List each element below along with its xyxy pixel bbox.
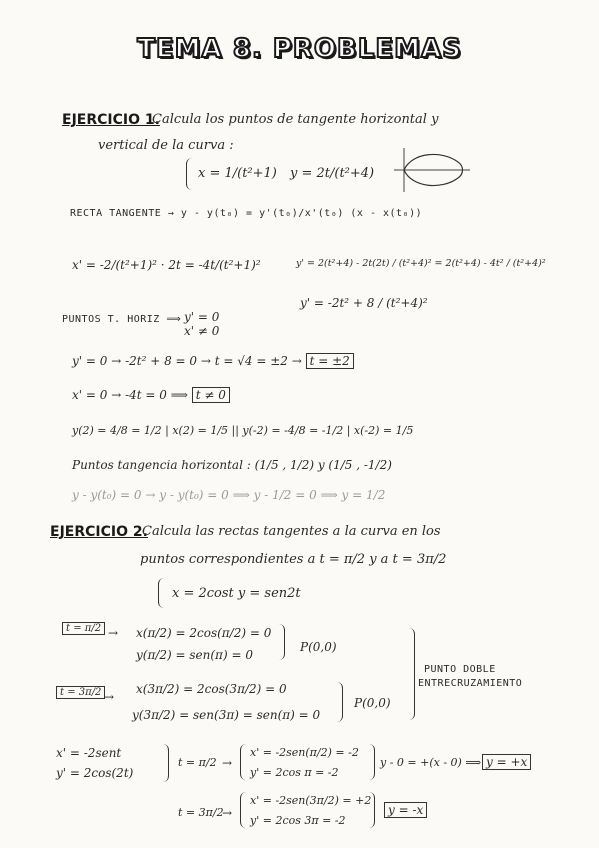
t2-brace: [336, 682, 343, 722]
exercise-2-statement-line-1: Calcula las rectas tangentes a la curva en los: [142, 524, 441, 539]
horizontal-tangent-lines: y - y(t₀) = 0 → y - y(t₀) = 0 ⟹ y - 1/2 = 0 ⟹ y = 1/2: [72, 488, 386, 502]
arrow-1: →: [108, 626, 119, 640]
solve-y-result-box: t = ±2: [306, 353, 354, 369]
param-brace: [158, 578, 167, 608]
case-2-result-box: y = -x: [384, 802, 427, 818]
case-2-arrow: →: [222, 806, 233, 820]
y-derivative-2-ex: y' = 2cos(2t): [56, 766, 134, 780]
horizontal-tangent-points: Puntos tangencia horizontal : (1/5 , 1/2) y (1/5 , -1/2): [72, 458, 392, 472]
arrow-2: →: [104, 690, 115, 704]
t2-y-value: y(3π/2) = sen(3π) = sen(π) = 0: [132, 708, 321, 722]
case-1-line: y - 0 = +(x - 0) ⟹: [380, 756, 482, 769]
case-1-result-box: y = +x: [482, 754, 531, 770]
case-t2-box: t = 3π/2: [56, 686, 105, 699]
y-derivative-2: y' = -2t² + 8 / (t²+4)²: [300, 296, 428, 310]
crossing-label: ENTRECRUZAMIENTO: [418, 678, 523, 689]
t2-x-value: x(3π/2) = 2cos(3π/2) = 0: [136, 682, 287, 696]
evaluated-values: y(2) = 4/8 = 1/2 | x(2) = 1/5 || y(-2) = -4/8 = -1/2 | x(-2) = 1/5: [72, 424, 414, 437]
t1-brace: [278, 624, 285, 660]
case-2-y: y' = 2cos 3π = -2: [250, 814, 346, 827]
solve-x-text: x' = 0 → -4t = 0 ⟹: [72, 388, 188, 402]
exercise-2-statement-line-2: puntos correspondientes a t = π/2 y a t = 3π/2: [140, 552, 447, 567]
t1-y-value: y(π/2) = sen(π) = 0: [136, 648, 253, 662]
t2-point: P(0,0): [354, 696, 391, 710]
parametric-equations: x = 2cost y = sen2t: [172, 586, 301, 601]
case-1-brace-r: [368, 744, 375, 780]
case-1-t: t = π/2: [178, 756, 217, 769]
case-2-brace-l: [240, 792, 247, 828]
horizontal-condition-1: y' = 0: [184, 310, 220, 324]
case-2-x: x' = -2sen(3π/2) = +2: [250, 794, 372, 807]
solve-y-text: y' = 0 → -2t² + 8 = 0 → t = √4 = ±2 →: [72, 354, 302, 368]
curve-x-equation: x = 1/(t²+1): [198, 166, 277, 181]
exercise-2-label: EJERCICIO 2.: [50, 524, 148, 540]
case-1-x: x' = -2sen(π/2) = -2: [250, 746, 359, 759]
system-brace: [186, 158, 195, 190]
exercise-1-statement-line-2: vertical de la curva :: [98, 138, 234, 153]
horizontal-tangent-label: PUNTOS T. HORIZ ⟹: [62, 314, 182, 325]
t1-point: P(0,0): [300, 640, 337, 654]
case-1-brace-l: [240, 744, 247, 780]
case-1-y: y' = 2cos π = -2: [250, 766, 339, 779]
case-2-t: t = 3π/2: [178, 806, 224, 819]
curve-sketch: [392, 146, 472, 194]
exercise-1-label: EJERCICIO 1.: [62, 112, 160, 128]
double-point-label: PUNTO DOBLE: [424, 664, 496, 675]
case-2-brace-r: [368, 792, 375, 828]
page-title: TEMA 8. PROBLEMAS: [137, 34, 462, 64]
solve-y-prime: [72, 354, 354, 368]
x-derivative-2: x' = -2sent: [56, 746, 122, 760]
case-1-arrow: →: [222, 756, 233, 770]
double-point-brace: [404, 628, 415, 720]
case-t1-box: t = π/2: [62, 622, 105, 635]
y-derivative-1: y' = 2(t²+4) - 2t(2t) / (t²+4)² = 2(t²+4) - 4t² / (t²+4)²: [296, 258, 546, 269]
solve-x-prime: [72, 388, 230, 402]
exercise-1-statement-line-1: Calcula los puntos de tangente horizontal y: [152, 112, 439, 127]
horizontal-condition-2: x' ≠ 0: [184, 324, 220, 338]
t1-x-value: x(π/2) = 2cos(π/2) = 0: [136, 626, 272, 640]
tangent-line-formula: RECTA TANGENTE → y - y(t₀) = y'(t₀)/x'(t₀) (x - x(t₀)): [70, 208, 423, 219]
curve-y-equation: y = 2t/(t²+4): [290, 166, 375, 181]
solve-x-result-box: t ≠ 0: [192, 387, 230, 403]
derivatives-brace: [162, 744, 169, 782]
x-derivative: x' = -2/(t²+1)² · 2t = -4t/(t²+1)²: [72, 258, 261, 272]
